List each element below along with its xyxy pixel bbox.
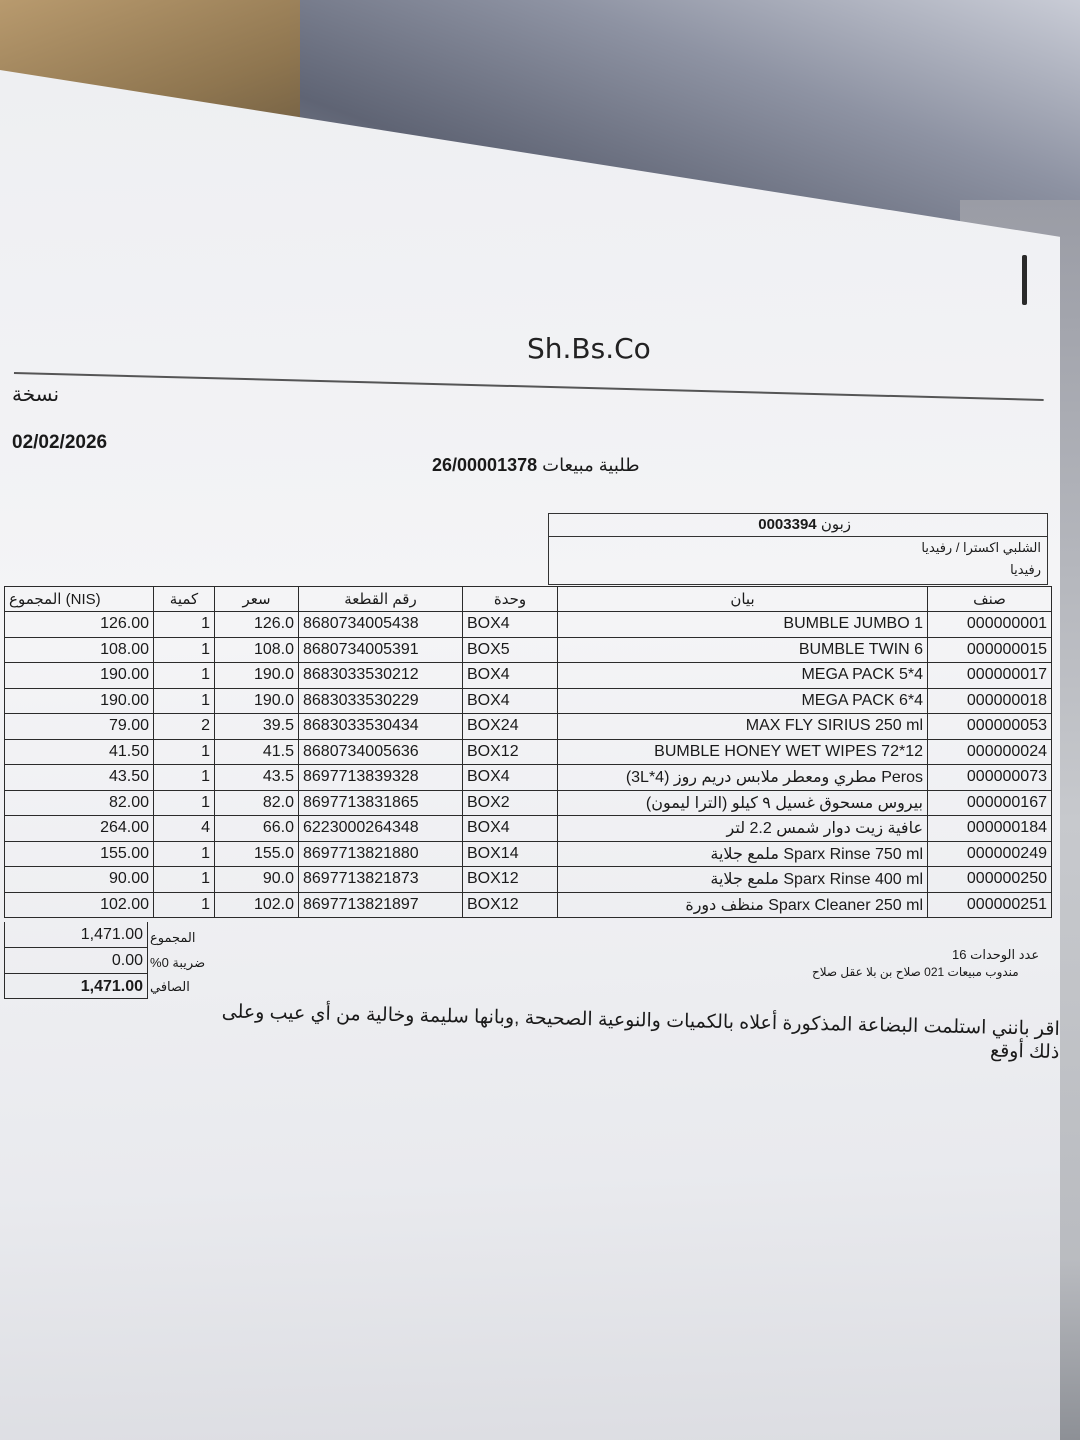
table-row	[5, 892, 1052, 918]
header-part-number: رقم القطعة	[299, 587, 463, 612]
cell-total: 102.00	[5, 892, 154, 918]
customer-name: الشلبي اكسترا / رفيديا	[921, 540, 1041, 555]
cell-description: MEGA PACK 6*4	[558, 688, 928, 714]
cell-unit: BOX4	[463, 765, 558, 791]
cell-part-number: 8697713821897	[299, 892, 463, 918]
cell-quantity: 4	[154, 816, 215, 842]
cell-part-number: 8697713821873	[299, 867, 463, 893]
copy-label: نسخة	[12, 384, 60, 406]
cell-price: 102.0	[215, 892, 299, 918]
cell-total: 82.00	[5, 790, 154, 816]
cell-code: 000000184	[928, 816, 1052, 842]
salesman-value: 021 صلاح بن بلا عقل صلاح	[812, 965, 945, 979]
cell-total: 43.50	[5, 765, 154, 791]
cell-part-number: 6223000264348	[299, 816, 463, 842]
cell-price: 82.0	[215, 790, 299, 816]
cell-price: 126.0	[215, 612, 299, 638]
table-row	[5, 663, 1052, 689]
company-name: Sh.Bs.Co	[527, 332, 651, 365]
header-code: صنف	[928, 587, 1052, 612]
cell-unit: BOX24	[463, 714, 558, 740]
cell-unit: BOX12	[463, 892, 558, 918]
order-number: 26/00001378	[432, 455, 538, 475]
header-total: المجموع (NIS)	[5, 587, 154, 612]
order-label: طلبية مبيعات	[542, 455, 640, 475]
cell-description: Peros مطري ومعطر ملابس دريم روز (3L*4)	[558, 765, 928, 791]
cell-part-number: 8683033530229	[299, 688, 463, 714]
cell-unit: BOX4	[463, 688, 558, 714]
order-title	[432, 455, 640, 476]
cell-quantity: 1	[154, 892, 215, 918]
customer-box	[548, 513, 1048, 585]
cell-total: 190.00	[5, 663, 154, 689]
cell-quantity: 1	[154, 663, 215, 689]
cell-total: 126.00	[5, 612, 154, 638]
items-body	[5, 612, 1052, 918]
cell-description: BUMBLE JUMBO 1	[558, 612, 928, 638]
table-row	[5, 841, 1052, 867]
cell-description: MAX FLY SIRIUS 250 ml	[558, 714, 928, 740]
cell-quantity: 1	[154, 765, 215, 791]
customer-number: 0003394	[758, 516, 817, 533]
cell-quantity: 1	[154, 790, 215, 816]
net-label: الصافي	[150, 979, 190, 994]
cell-part-number: 8683033530212	[299, 663, 463, 689]
cell-code: 000000017	[928, 663, 1052, 689]
cell-part-number: 8680734005636	[299, 739, 463, 765]
table-row	[5, 867, 1052, 893]
cell-total: 190.00	[5, 688, 154, 714]
cell-unit: BOX5	[463, 637, 558, 663]
header-unit: وحدة	[463, 587, 558, 612]
table-row	[5, 637, 1052, 663]
header-description: بيان	[558, 587, 928, 612]
salesman-label: مندوب مبيعات	[947, 965, 1019, 979]
net-value: 1,471.00	[80, 978, 143, 995]
cell-code: 000000251	[928, 892, 1052, 918]
cell-code: 000000015	[928, 637, 1052, 663]
cell-code: 000000024	[928, 739, 1052, 765]
cell-price: 43.5	[215, 765, 299, 791]
units-count	[952, 947, 1039, 963]
cell-quantity: 1	[154, 637, 215, 663]
cell-code: 000000018	[928, 688, 1052, 714]
cell-code: 000000167	[928, 790, 1052, 816]
cell-quantity: 1	[154, 841, 215, 867]
cell-description: BUMBLE HONEY WET WIPES 72*12	[558, 739, 928, 765]
customer-label: زبون	[820, 516, 851, 533]
header-quantity: كمية	[154, 587, 215, 612]
cell-part-number: 8683033530434	[299, 714, 463, 740]
cell-price: 41.5	[215, 739, 299, 765]
cell-part-number: 8680734005438	[299, 612, 463, 638]
subtotal-value: 1,471.00	[5, 922, 147, 948]
customer-row	[549, 514, 1047, 537]
table-row	[5, 765, 1052, 791]
pen-mark	[1022, 255, 1027, 305]
cell-quantity: 1	[154, 739, 215, 765]
declaration-text: اقر بانني استلمت البضاعة المذكورة أعلاه بالكميات والنوعية الصحيحة ,وبانها سليمة وخالية من أي عيب وعلى ذلك أوقع	[221, 1001, 1060, 1063]
units-count-value: 16	[952, 947, 967, 962]
document-date: 02/02/2026	[12, 432, 108, 453]
table-row	[5, 816, 1052, 842]
cell-price: 108.0	[215, 637, 299, 663]
cell-quantity: 1	[154, 612, 215, 638]
subtotal-label: المجموع	[150, 930, 196, 945]
cell-unit: BOX4	[463, 816, 558, 842]
cell-part-number: 8697713831865	[299, 790, 463, 816]
cell-price: 39.5	[215, 714, 299, 740]
cell-part-number: 8680734005391	[299, 637, 463, 663]
cell-description: عافية زيت دوار شمس 2.2 لتر	[558, 816, 928, 842]
cell-description: Sparx Cleaner 250 ml منظف دورة	[558, 892, 928, 918]
cell-unit: BOX12	[463, 867, 558, 893]
table-header-row	[5, 587, 1052, 612]
cell-total: 155.00	[5, 841, 154, 867]
cell-code: 000000249	[928, 841, 1052, 867]
cell-part-number: 8697713821880	[299, 841, 463, 867]
salesman	[812, 965, 1019, 979]
cell-code: 000000250	[928, 867, 1052, 893]
cell-total: 108.00	[5, 637, 154, 663]
cell-unit: BOX4	[463, 663, 558, 689]
cell-description: BUMBLE TWIN 6	[558, 637, 928, 663]
cell-code: 000000001	[928, 612, 1052, 638]
summary-labels	[150, 926, 205, 1000]
cell-description: Sparx Rinse 400 ml ملمع جلاية	[558, 867, 928, 893]
cell-quantity: 2	[154, 714, 215, 740]
cell-description: بيروس مسحوق غسيل ۹ كيلو (الترا ليمون)	[558, 790, 928, 816]
items-table	[4, 586, 1052, 918]
table-row	[5, 790, 1052, 816]
units-count-label: عدد الوحدات	[970, 947, 1040, 962]
cell-quantity: 1	[154, 688, 215, 714]
cell-total: 90.00	[5, 867, 154, 893]
cell-total: 264.00	[5, 816, 154, 842]
cell-price: 155.0	[215, 841, 299, 867]
table-row	[5, 688, 1052, 714]
tax-value: 0.00	[5, 948, 147, 974]
header-price: سعر	[215, 587, 299, 612]
tax-label: ضريبة 0%	[150, 954, 206, 970]
cell-price: 90.0	[215, 867, 299, 893]
cell-description: MEGA PACK 5*4	[558, 663, 928, 689]
cell-total: 79.00	[5, 714, 154, 740]
cell-unit: BOX4	[463, 612, 558, 638]
table-row	[5, 714, 1052, 740]
cell-code: 000000053	[928, 714, 1052, 740]
cell-description: Sparx Rinse 750 ml ملمع جلاية	[558, 841, 928, 867]
cell-price: 190.0	[215, 688, 299, 714]
summary-box	[4, 922, 148, 999]
table-row	[5, 612, 1052, 638]
cell-code: 000000073	[928, 765, 1052, 791]
cell-price: 66.0	[215, 816, 299, 842]
cell-unit: BOX12	[463, 739, 558, 765]
cell-unit: BOX14	[463, 841, 558, 867]
cell-unit: BOX2	[463, 790, 558, 816]
cell-part-number: 8697713839328	[299, 765, 463, 791]
cell-quantity: 1	[154, 867, 215, 893]
cell-price: 190.0	[215, 663, 299, 689]
customer-area: رفيديا	[1010, 562, 1041, 577]
cell-total: 41.50	[5, 739, 154, 765]
table-row	[5, 739, 1052, 765]
